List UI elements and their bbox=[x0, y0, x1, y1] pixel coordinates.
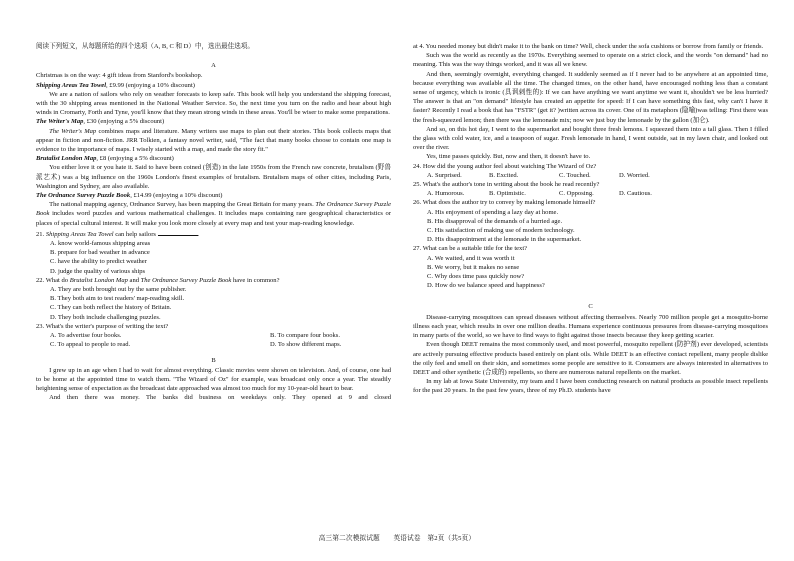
q24-option-c: C. Touched. bbox=[559, 171, 591, 179]
q22-title1-italic: Brutalist London Map bbox=[69, 276, 128, 284]
book2-text bbox=[36, 127, 391, 155]
q26-option-c: C. His satisfaction of making use of modern technology. bbox=[427, 227, 575, 235]
q24-options bbox=[413, 171, 768, 180]
q23-option-b: B. To compare four books. bbox=[270, 332, 340, 340]
q25-option-c: C. Opposing. bbox=[559, 190, 594, 198]
book4-title-italic: The Ordnance Survey Puzzle Book bbox=[36, 201, 391, 218]
book4-name: The Ordnance Survey Puzzle Book bbox=[36, 192, 131, 200]
q21-stem: 21. Shipping Areas Tea Towel can help sailors . bbox=[36, 228, 391, 239]
q21-option-a: A. know world-famous shipping areas bbox=[50, 240, 151, 248]
passage-c-p2: Even though DEET remains the most commonly used, and most powerful, mosquito repellent (防护剂) ever developed, scientists are actively pursuing effective products based entirely on plant oils. While DEET is an effective contact repellent, many people dislike the oily feel and smell on their skin, and sometimes some people are sensitive to it. Consumers are always interested in alternatives to DEET and other synthetic (合成的) repellents, so there are numerous natural repellents on the market. bbox=[413, 341, 768, 376]
q22-stem-a: 22. What do bbox=[36, 276, 70, 284]
q27-option-a: A. We waited, and it was worth it bbox=[427, 254, 515, 262]
passage-b-p6: Yes, time passes quickly. But, now and then, it doesn't have to. bbox=[426, 153, 591, 161]
passage-b-p5: And so, on this hot day, I went to the supermarket and bought three fresh lemons. I squeezed them into a tall glass. Then I filled the glass with cold water, ice, and a teaspoon of sugar. Fresh lemonade in hand, I went outside, sat in my lawn chair, and looked out over the river. bbox=[413, 125, 768, 152]
q21-stem-text: can help sailors bbox=[113, 230, 156, 238]
instruction: 阅读下列短文，从每题所给的四个选项（A, B, C 和 D）中，选出最佳选项。 bbox=[36, 43, 254, 50]
q25-options bbox=[413, 189, 768, 198]
q22-option-d: D. They both include challenging puzzles. bbox=[50, 313, 161, 321]
q22-stem-mid: and bbox=[127, 276, 141, 284]
book3-name: Brutalist London Map bbox=[36, 155, 97, 163]
q27-option-c: C. Why does time pass quickly now? bbox=[427, 273, 525, 281]
q22-stem-b: have in common? bbox=[231, 276, 280, 284]
q23-stem: 23. What's the writer's purpose of writing the text? bbox=[36, 322, 169, 330]
q26-option-a: A. His enjoyment of spending a lazy day at home. bbox=[427, 208, 559, 216]
q25-stem: 25. What's the author's tone in writing about the book he read recently? bbox=[413, 181, 600, 189]
book2-price: , £30 (enjoying a 5% discount) bbox=[83, 118, 165, 126]
book2-text-body: combines maps and literature. Many writers use maps to plan out their stories. This book collects maps that appear in fiction and non-fiction. JRR Tolkien, a fantasy novel writer, said, "The fact that many books choose to contain one map is evidence to the importance of maps. I wisely started with a map, and made the story fit." bbox=[36, 127, 391, 154]
q24-option-d: D. Worried. bbox=[619, 171, 650, 179]
book3-heading bbox=[36, 154, 391, 163]
q23-option-a: A. To advertise four books. bbox=[50, 332, 122, 340]
passage-b-p4: And then, seemingly overnight, everything changed. It suddenly seemed as if I never had to be anywhere at an appointed time, because everything was available all the time. The changed times, on the other hand, have encouraged nothing less than a constant sense of urgency, which is ironic (具讽刺性的): If we can have anything we want anytime we want it, shouldn't we be less hurried? The answer is that an "on demand" lifestyle has created an appetite for speed: If I can have something this fast, why can't I have it faster? Recently I read a book that has "FSTR" (get it? )written across its cover. One of its metaphors (隐喻)was telling: First there was the fresh-squeezed lemon; then there was the lemonade mix; now we just buy the lemonade by the gallon (加仑). bbox=[413, 70, 768, 124]
q26-stem: 26. What does the author try to convey by making lemonade himself? bbox=[413, 199, 596, 207]
q24-stem: 24. How did the young author feel about watching The Wizard of Oz? bbox=[413, 162, 597, 170]
book1-name: Shipping Areas Tea Towel bbox=[36, 81, 107, 89]
q22-stem bbox=[36, 276, 391, 285]
book3-text: You either love it or you hate it. Said to have been coined (创造) in the late 1950s from the French raw concrete, brutalism (野兽派艺术) was a big influence on the 1960s London's finest examples of brutalism. Brutalism maps of other cities, including Paris, Washington and Sydney, are also available. bbox=[36, 164, 391, 190]
q21-option-b: B. prepare for bad weather in advance bbox=[50, 249, 150, 257]
q26-option-b: B. His disapproval of the demands of a hurried age. bbox=[427, 217, 563, 225]
passage-b-p2-start: And then there was money. The banks did business on weekdays only. They opened at 9 and closed bbox=[49, 394, 391, 402]
q22-option-a: A. They are both brought out by the same publisher. bbox=[50, 286, 187, 294]
passage-c-p1: Disease-carrying mosquitoes can spread diseases without affecting themselves. Nearly 700 million people get a mosquito-borne illness each year, which results in over one million deaths. Humans experience continuous pressures from disease-carrying mosquitoes in many parts of the world, so we have to find ways to fight against those insects because they keep getting scarier. bbox=[413, 313, 768, 340]
passage-c-label: C bbox=[588, 303, 593, 311]
passage-b-p3: Such was the world as recently as the 1970s. Everything seemed to operate on a strict clock, and the words "on demand" had no meaning. This was the way things worked, and it was all we knew. bbox=[413, 52, 768, 69]
book2-name: The Writer's Map bbox=[36, 118, 84, 126]
q22-option-b: B. They both aim to test readers' map-reading skill. bbox=[50, 295, 185, 303]
book4-text bbox=[36, 200, 391, 228]
q25-option-a: A. Humorous. bbox=[427, 190, 465, 198]
q25-option-d: D. Cautious. bbox=[619, 190, 652, 198]
q27-option-b: B. We worry, but it makes no sense bbox=[427, 263, 520, 271]
q27-stem: 27. What can be a suitable title for the text? bbox=[413, 245, 528, 253]
q21-number: 21. bbox=[36, 230, 46, 238]
book4-price: , £14.99 (enjoying a 10% discount) bbox=[130, 192, 223, 200]
book4-heading bbox=[36, 191, 391, 200]
q21-title-italic: Shipping Areas Tea Towel bbox=[45, 230, 114, 238]
q23-option-d: D. To show different maps. bbox=[270, 341, 342, 349]
passage-b-p2-continued: at 4. You needed money but didn't make it to the bank on time? Well, check under the sofa cushions or borrow from family or friends. bbox=[413, 43, 764, 50]
book1-text: We are a nation of sailors who rely on weather forecasts to keep safe. This book will help you understand the shipping forecast, with the 30 shipping areas mentioned in the National Weather Service. So, the next time you turn on the radio and hear about high winds in Cromarty, Forth and Tyne, you'll know that they mean strong winds in these areas. You'll be wiser to make some preparations. bbox=[36, 90, 391, 117]
q23-options bbox=[36, 331, 391, 349]
q26-option-d: D. His disappointment at the lemonade in the supermarket. bbox=[427, 236, 582, 244]
passage-a-intro: Christmas is on the way: 4 gift ideas from Stanford's bookshop. bbox=[36, 72, 203, 80]
book1-price: , £9.99 (enjoying a 10% discount) bbox=[106, 81, 195, 89]
right-column bbox=[413, 42, 768, 403]
passage-b-label: B bbox=[211, 356, 216, 364]
q22-option-c: C. They can both reflect the history of Britain. bbox=[50, 304, 172, 312]
q24-option-b: B. Excited. bbox=[489, 171, 519, 179]
passage-c-p3: In my lab at Iowa State University, my team and I have been conducting research on natural products as possible insect repellents for the past 20 years. In the past few years, three of my Ph.D. students have bbox=[413, 378, 768, 395]
q25-option-b: B. Optimistic. bbox=[489, 190, 526, 198]
q21-answer-blank bbox=[158, 228, 198, 236]
book1-heading bbox=[36, 81, 391, 90]
q21-option-d: D. judge the quality of various ships bbox=[50, 267, 146, 275]
book4-text-b: includes word puzzles and various mathematical challenges. It includes maps containing rare geographical characteristics or places of special cultural interest. It will make you look more closely at every map and test your map-reading knowledge. bbox=[36, 210, 391, 227]
book3-price: , £8 (enjoying a 5% discount) bbox=[96, 155, 174, 163]
q23-option-c: C. To appeal to people to read. bbox=[50, 341, 131, 349]
book2-heading bbox=[36, 117, 391, 126]
passage-b-p1: I grew up in an age when I had to wait for almost everything. Classic movies were shown on television. And, of course, one had to be home at the appointed time to watch them. "The Wizard of Oz" for example, was broadcast only once a year. The steadily heightening sense of expectation as the broadcast date approached was almost too much for my 10-year-old heart to bear. bbox=[36, 366, 391, 393]
q24-option-a: A. Surprised. bbox=[427, 171, 462, 179]
q21-option-c: C. have the ability to predict weather bbox=[50, 258, 147, 266]
q27-option-d: D. How do we balance speed and happiness? bbox=[427, 282, 545, 290]
left-column bbox=[36, 42, 391, 403]
book2-title-italic: The Writer's Map bbox=[49, 127, 97, 135]
page-footer: 高三第二次模拟试题 英语试卷 第2页（共5页） bbox=[318, 535, 476, 542]
q22-title2-italic: The Ordnance Survey Puzzle Book bbox=[140, 276, 232, 284]
two-columns bbox=[36, 42, 768, 403]
passage-a-label: A bbox=[211, 62, 216, 70]
book4-text-a: The national mapping agency, Ordnance Survey, has been mapping the Great Britain for many years. bbox=[49, 201, 316, 209]
